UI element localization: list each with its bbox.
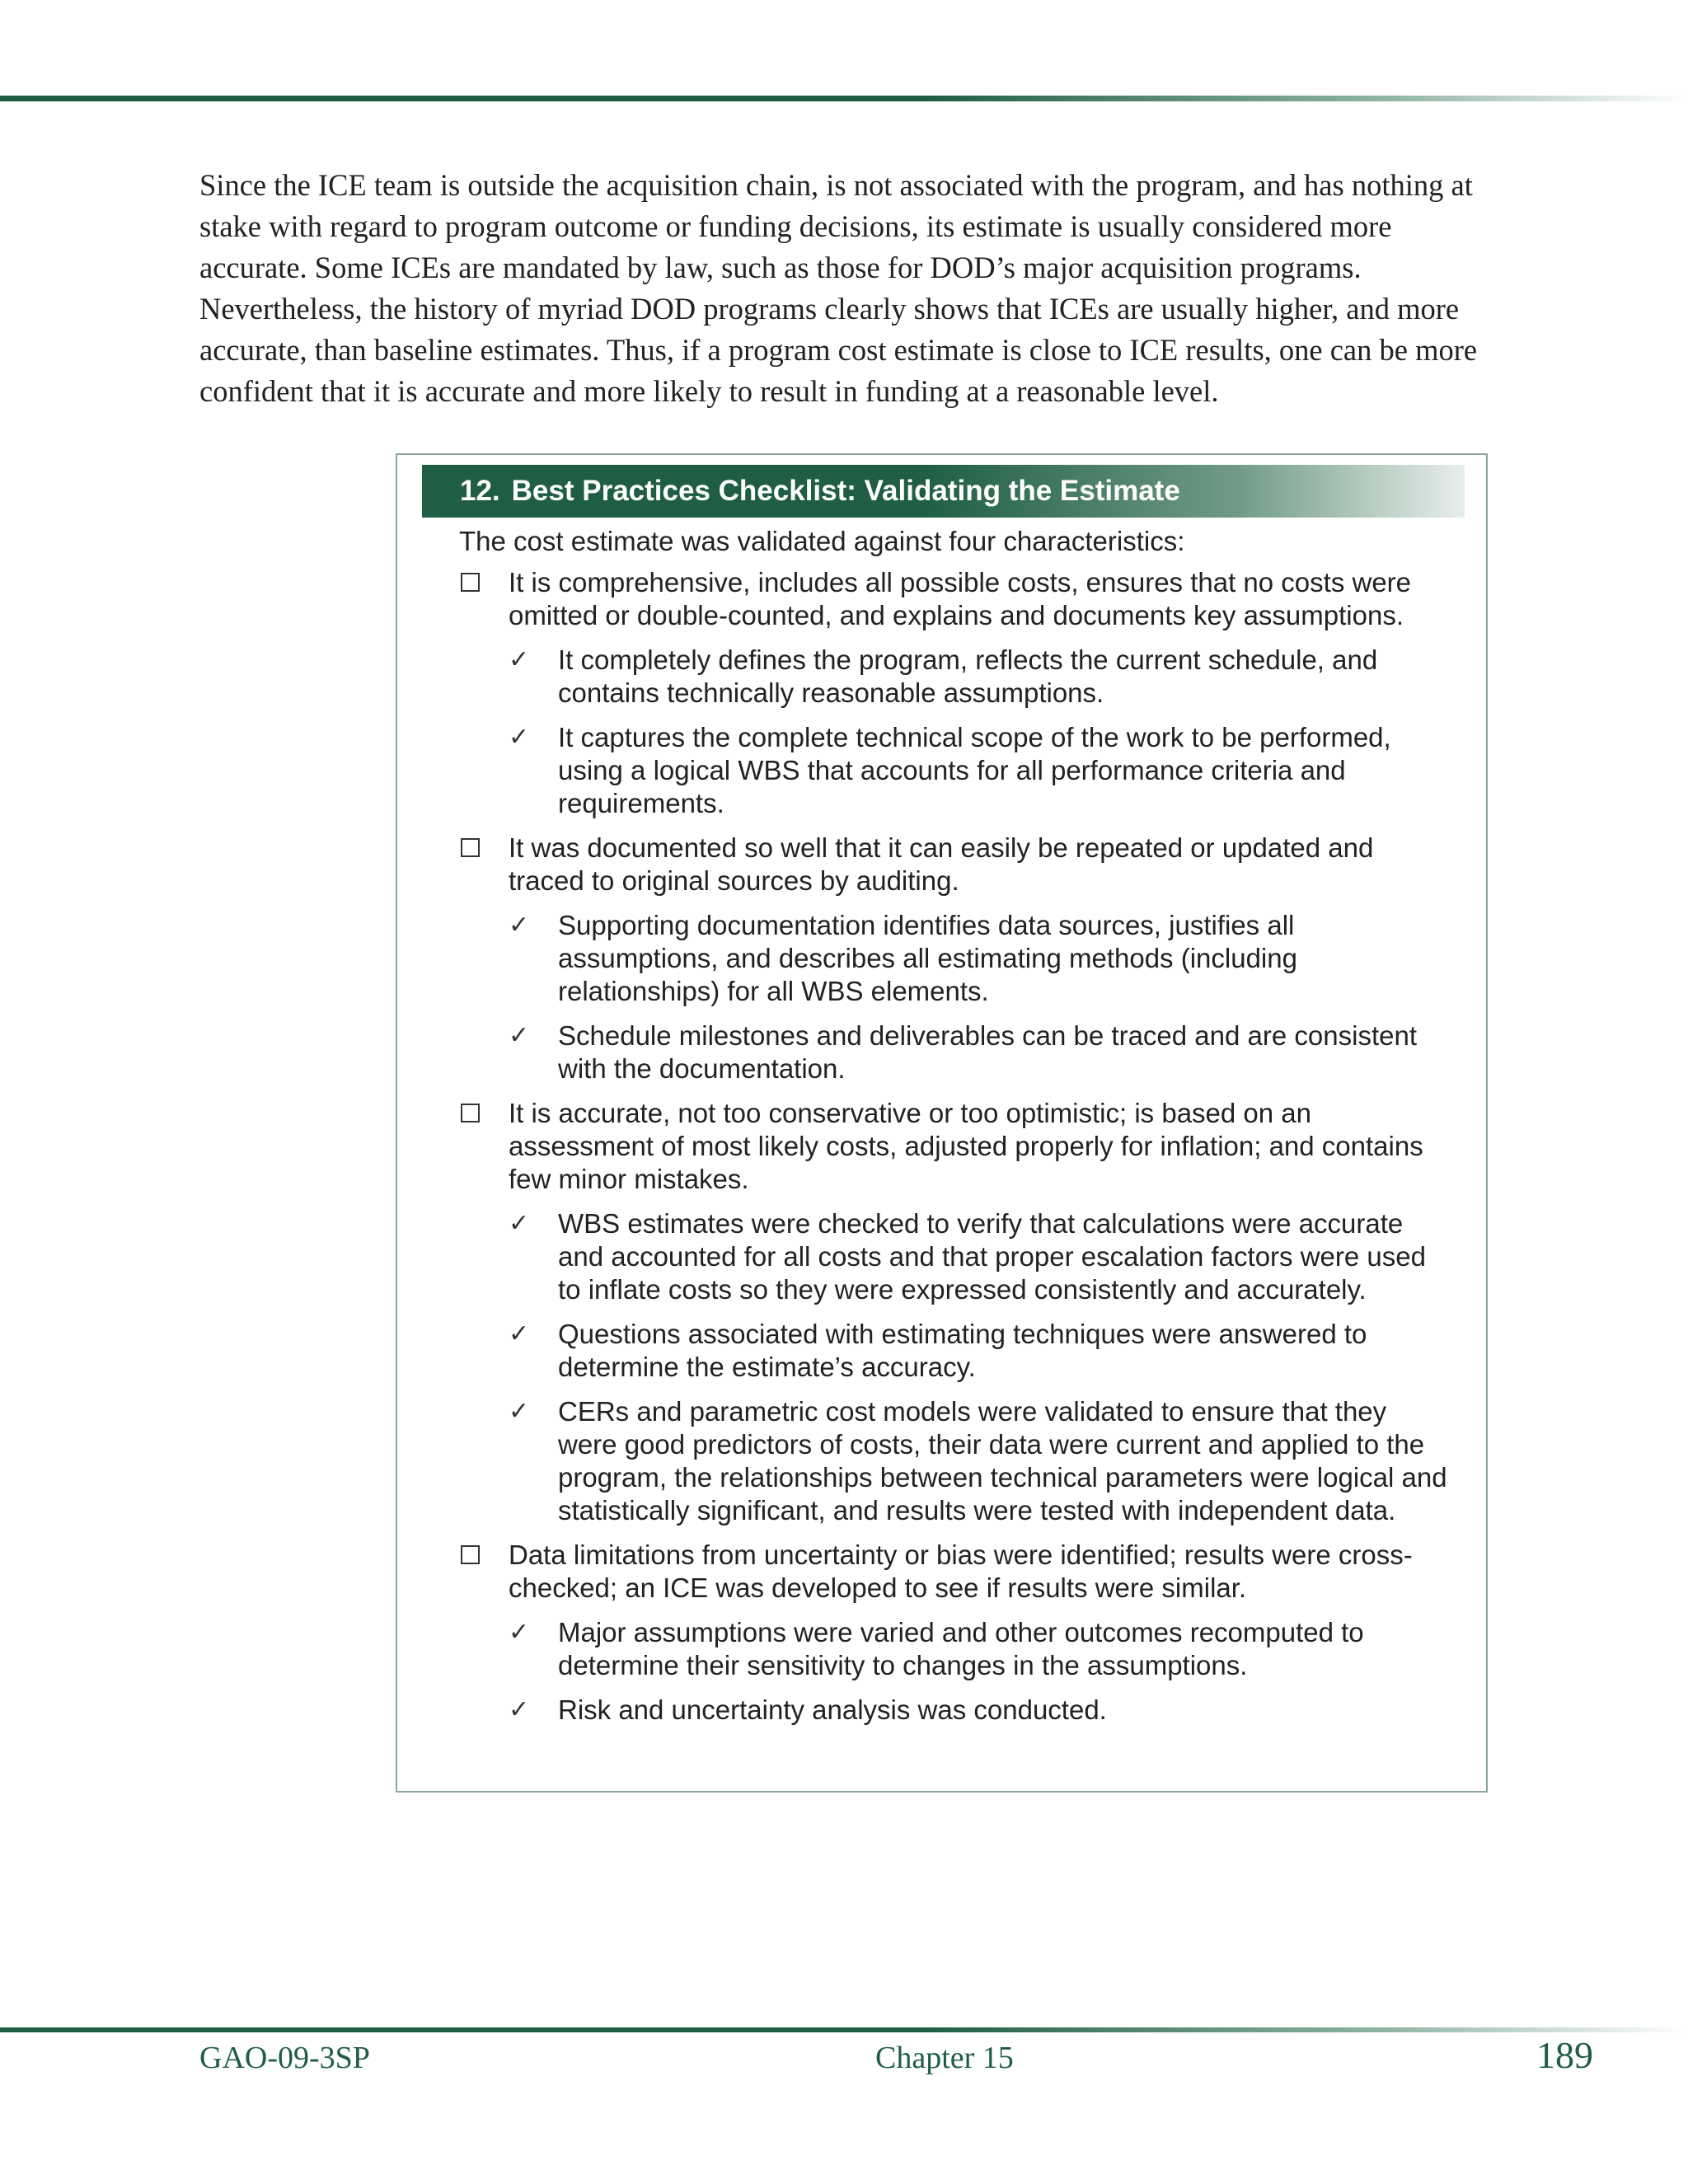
checklist-title-bar xyxy=(422,465,1465,518)
checkmark-icon: ✓ xyxy=(509,1319,530,1348)
checklist-title: Best Practices Checklist: Validating the Estimate xyxy=(511,475,1180,507)
checklist-item-text: It is accurate, not too conservative or too optimistic; is based on an assessment of most likely costs, adjusted properly for inflation; and contains few minor mistakes. xyxy=(509,1098,1423,1194)
checkmark-icon: ✓ xyxy=(509,1618,530,1647)
checklist-item xyxy=(459,1539,1448,1605)
checklist-lead: The cost estimate was validated against four characteristics: xyxy=(459,526,1185,556)
checklist-subitem-text: WBS estimates were checked to verify that calculations were accurate and accounted for all costs and that proper escalation factors were used to inflate costs so they were expressed consistently and accurately. xyxy=(558,1208,1426,1305)
checklist-subitem-text: Supporting documentation identifies data sources, justifies all assumptions, and describes all estimating methods (including relationships) for all WBS elements. xyxy=(558,910,1297,1006)
checklist-item-text: It was documented so well that it can easily be repeated or updated and traced to original sources by auditing. xyxy=(509,832,1374,896)
checklist-subitem xyxy=(459,1694,1448,1727)
checkmark-icon: ✓ xyxy=(509,645,530,674)
checkmark-icon: ✓ xyxy=(509,1021,530,1050)
checklist-item-text: It is comprehensive, includes all possible costs, ensures that no costs were omitted or double-counted, and explains and documents key assumptions. xyxy=(509,567,1412,630)
checklist-item xyxy=(459,566,1448,632)
checkbox-icon xyxy=(461,838,480,857)
checklist-subitem xyxy=(459,1019,1448,1085)
page-number: 189 xyxy=(1536,2034,1593,2076)
checkmark-icon: ✓ xyxy=(509,911,530,940)
footer-rule xyxy=(0,2027,1688,2032)
checklist-subitem xyxy=(459,721,1448,820)
top-rule xyxy=(0,96,1688,101)
checklist-box xyxy=(396,453,1488,1793)
checklist-subitem xyxy=(459,1318,1448,1384)
footer-chapter: Chapter 15 xyxy=(875,2041,1014,2075)
checklist-subitem-text: Questions associated with estimating techniques were answered to determine the estimate’s accuracy. xyxy=(558,1319,1367,1382)
checklist-subitem-text: It completely defines the program, reflects the current schedule, and contains technically reasonable assumptions. xyxy=(558,644,1378,708)
checklist-subitem-text: Risk and uncertainty analysis was conducted. xyxy=(558,1694,1107,1725)
checkmark-icon: ✓ xyxy=(509,1209,530,1238)
checklist-number: 12. xyxy=(460,475,500,507)
intro-paragraph: Since the ICE team is outside the acquisition chain, is not associated with the program, and has nothing at stake with regard to program outcome or funding decisions, its estimate is usually considered more accurate. Some ICEs are mandated by law, such as those for DOD’s major acquisition programs. Nevertheless, the history of myriad DOD programs clearly shows that ICEs are usually higher, and more accurate, than baseline estimates. Thus, if a program cost estimate is close to ICE results, one can be more confident that it is accurate and more likely to result in funding at a reasonable level. xyxy=(199,168,1478,408)
checklist-subitem-text: Major assumptions were varied and other outcomes recomputed to determine their sensitivity to changes in the assumptions. xyxy=(558,1617,1364,1680)
checklist-subitem-text: It captures the complete technical scope of the work to be performed, using a logical WBS that accounts for all performance criteria and requirements. xyxy=(558,722,1391,818)
checklist-item-text: Data limitations from uncertainty or bias were identified; results were cross-checked; an ICE was developed to see if results were similar. xyxy=(509,1540,1413,1603)
footer-report-id: GAO-09-3SP xyxy=(199,2041,370,2075)
checklist-subitem xyxy=(459,1616,1448,1682)
checklist-item xyxy=(459,832,1448,898)
checkbox-icon xyxy=(461,1545,480,1564)
checklist-subitem xyxy=(459,1395,1448,1527)
checklist-subitem xyxy=(459,644,1448,710)
checklist-subitem xyxy=(459,909,1448,1008)
checklist-item xyxy=(459,1097,1448,1196)
checkmark-icon: ✓ xyxy=(509,723,530,752)
checklist-subitem-text: Schedule milestones and deliverables can be traced and are consistent with the documentation. xyxy=(558,1020,1417,1084)
checkmark-icon: ✓ xyxy=(509,1397,530,1426)
checklist-content xyxy=(459,525,1448,1738)
checklist-subitem xyxy=(459,1207,1448,1306)
checklist-subitem-text: CERs and parametric cost models were validated to ensure that they were good predictors of costs, their data were current and applied to the program, the relationships between technical parameters were logical and statistically significant, and results were tested with independent data. xyxy=(558,1396,1447,1526)
checkbox-icon xyxy=(461,1104,480,1122)
checkbox-icon xyxy=(461,573,480,592)
checkmark-icon: ✓ xyxy=(509,1695,530,1724)
